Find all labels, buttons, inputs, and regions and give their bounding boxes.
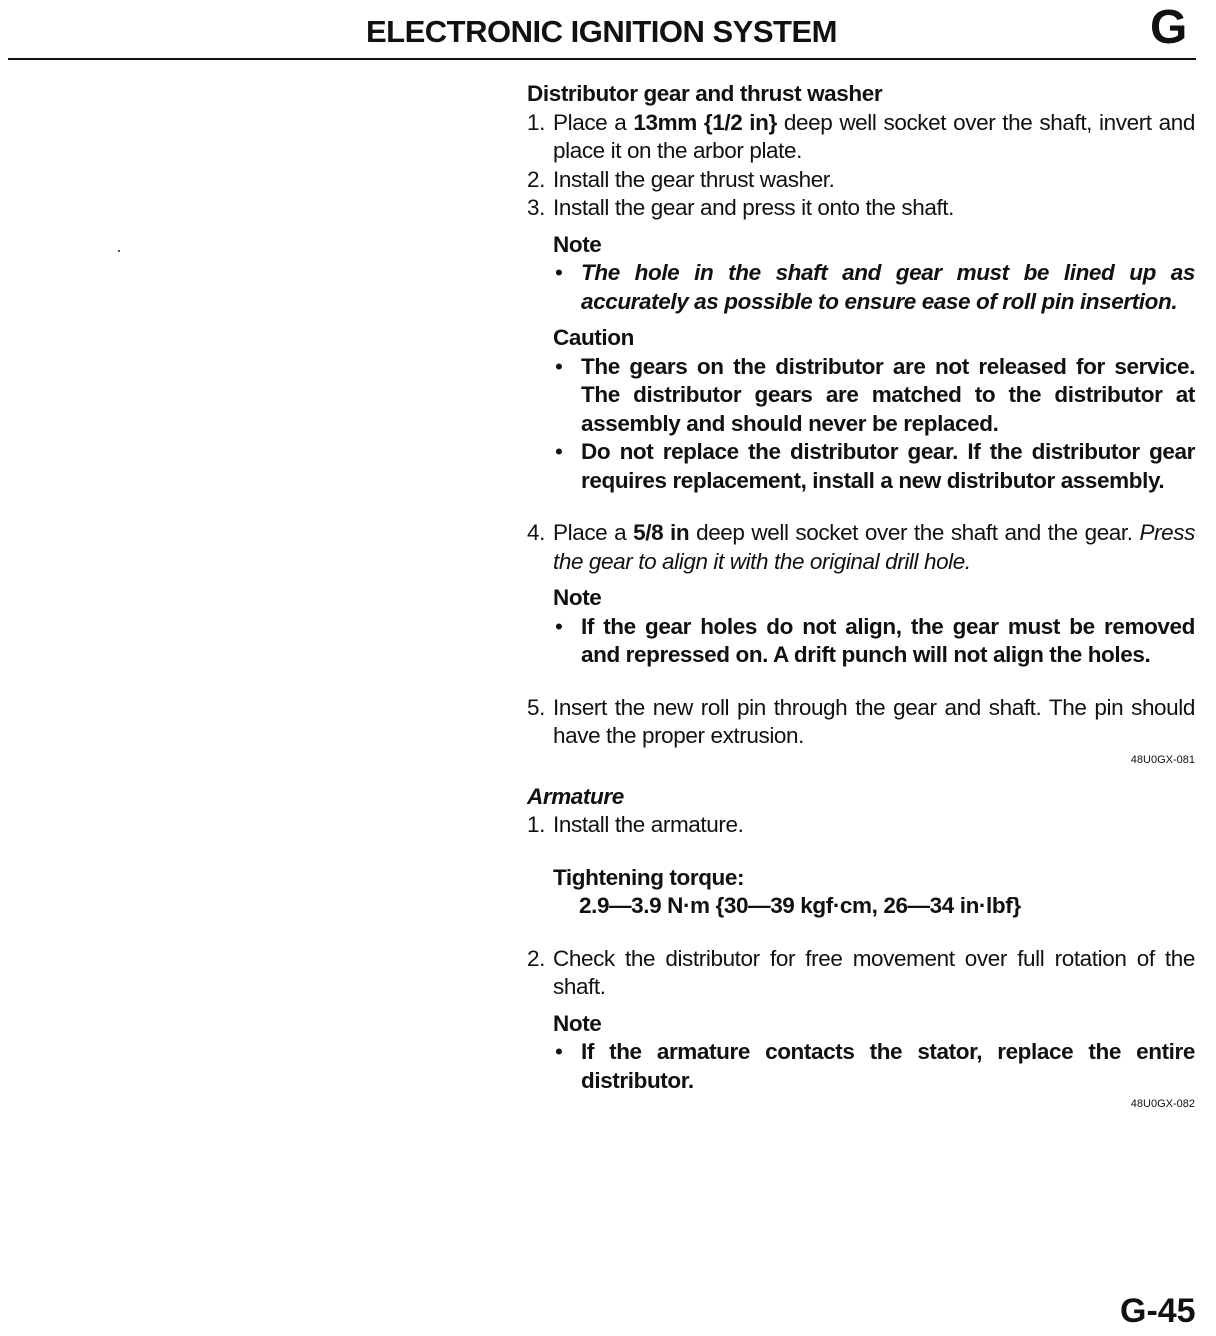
print-speck [118,250,120,252]
caution-title: Caution [553,325,634,350]
note-text: The hole in the shaft and gear must be lined up as accurately as possible to ensure ease of roll pin insertion. [581,260,1195,314]
note-title: Note [553,231,602,257]
step-text: Install the gear and press it onto the shaft. [553,195,955,220]
socket-size: 5/8 in [633,520,690,545]
step-2-thrust-washer [527,166,1195,195]
torque-label: Tightening torque: [553,864,745,890]
header-divider [8,58,1196,60]
note-title: Note [553,1010,602,1036]
step-number: 3. [527,195,545,220]
reference-code: 48U0GX-082 [1130,1098,1195,1110]
bullet-icon: • [555,1039,563,1064]
step-2-check-rotation [527,945,1195,1002]
section-letter: G [1150,1,1188,54]
section-heading-distributor-gear: Distributor gear and thrust washer [527,81,883,106]
step-4-align-gear [527,519,1195,576]
note-block-armature-contact [553,1010,1195,1096]
step-text-italic: Press the gear to align it with the original drill hole. [553,520,1195,574]
bullet-icon: • [555,260,563,285]
bullet-icon: • [555,353,563,379]
step-1-install-armature [527,811,1195,840]
step-number: 1. [527,812,545,837]
caution-block [553,324,1195,495]
bullet-icon: • [555,439,563,464]
caution-text: Do not replace the distributor gear. If the distributor gear requires replacement, install a new distributor assembly. [581,439,1195,493]
step-text [553,519,1195,576]
step-number: 1. [527,109,545,135]
note-text: If the gear holes do not align, the gear must be removed and repressed on. A drift punch will not align the holes. [581,613,1195,667]
step-1-place-socket [527,109,1195,166]
step-number: 2. [527,166,545,192]
page-number: G-45 [1120,1292,1196,1330]
section-heading-armature: Armature [527,783,624,809]
note-title: Note [553,585,602,610]
note-block-hole-alignment [553,231,1195,317]
step-text: Insert the new roll pin through the gear and shaft. The pin should have the proper extrusion. [553,694,1195,748]
step-number: 4. [527,520,545,545]
step-text-start: Place a [553,109,634,135]
main-column [527,80,1195,1111]
torque-value: 2.9—3.9 N·m {30—39 kgf·cm, 26—34 in·lbf} [579,893,1021,918]
note-block-gear-holes [553,584,1195,670]
caution-bullet-item [553,438,1195,495]
page-title: ELECTRONIC IGNITION SYSTEM [366,14,837,49]
caution-text: The gears on the distributor are not released for service. The distributor gears are matched to the distributor at assembly and should never be replaced. [581,353,1195,436]
socket-size: 13mm {1/2 in} [633,109,777,135]
step-text: Check the distributor for free movement over full rotation of the shaft. [553,945,1195,999]
step-text-start: Place a [553,520,634,545]
torque-spec [553,864,1195,921]
step-text-middle: deep well socket over the shaft and the gear. [689,520,1140,545]
step-number: 2. [527,945,545,971]
note-bullet-item [553,259,1195,316]
step-text [553,109,1195,166]
note-bullet-item [553,1038,1195,1095]
step-5-roll-pin [527,694,1195,751]
reference-code: 48U0GX-081 [1130,753,1195,766]
note-text: If the armature contacts the stator, replace the entire distributor. [581,1039,1195,1093]
note-bullet-item [553,613,1195,670]
step-number: 5. [527,694,545,720]
bullet-icon: • [555,613,563,639]
caution-bullet-item [553,353,1195,439]
step-text: Install the armature. [553,812,744,837]
step-3-press-gear [527,194,1195,223]
step-text-end: deep well socket over the shaft, invert and place it on the arbor plate. [553,109,1195,163]
step-text: Install the gear thrust washer. [553,166,835,192]
